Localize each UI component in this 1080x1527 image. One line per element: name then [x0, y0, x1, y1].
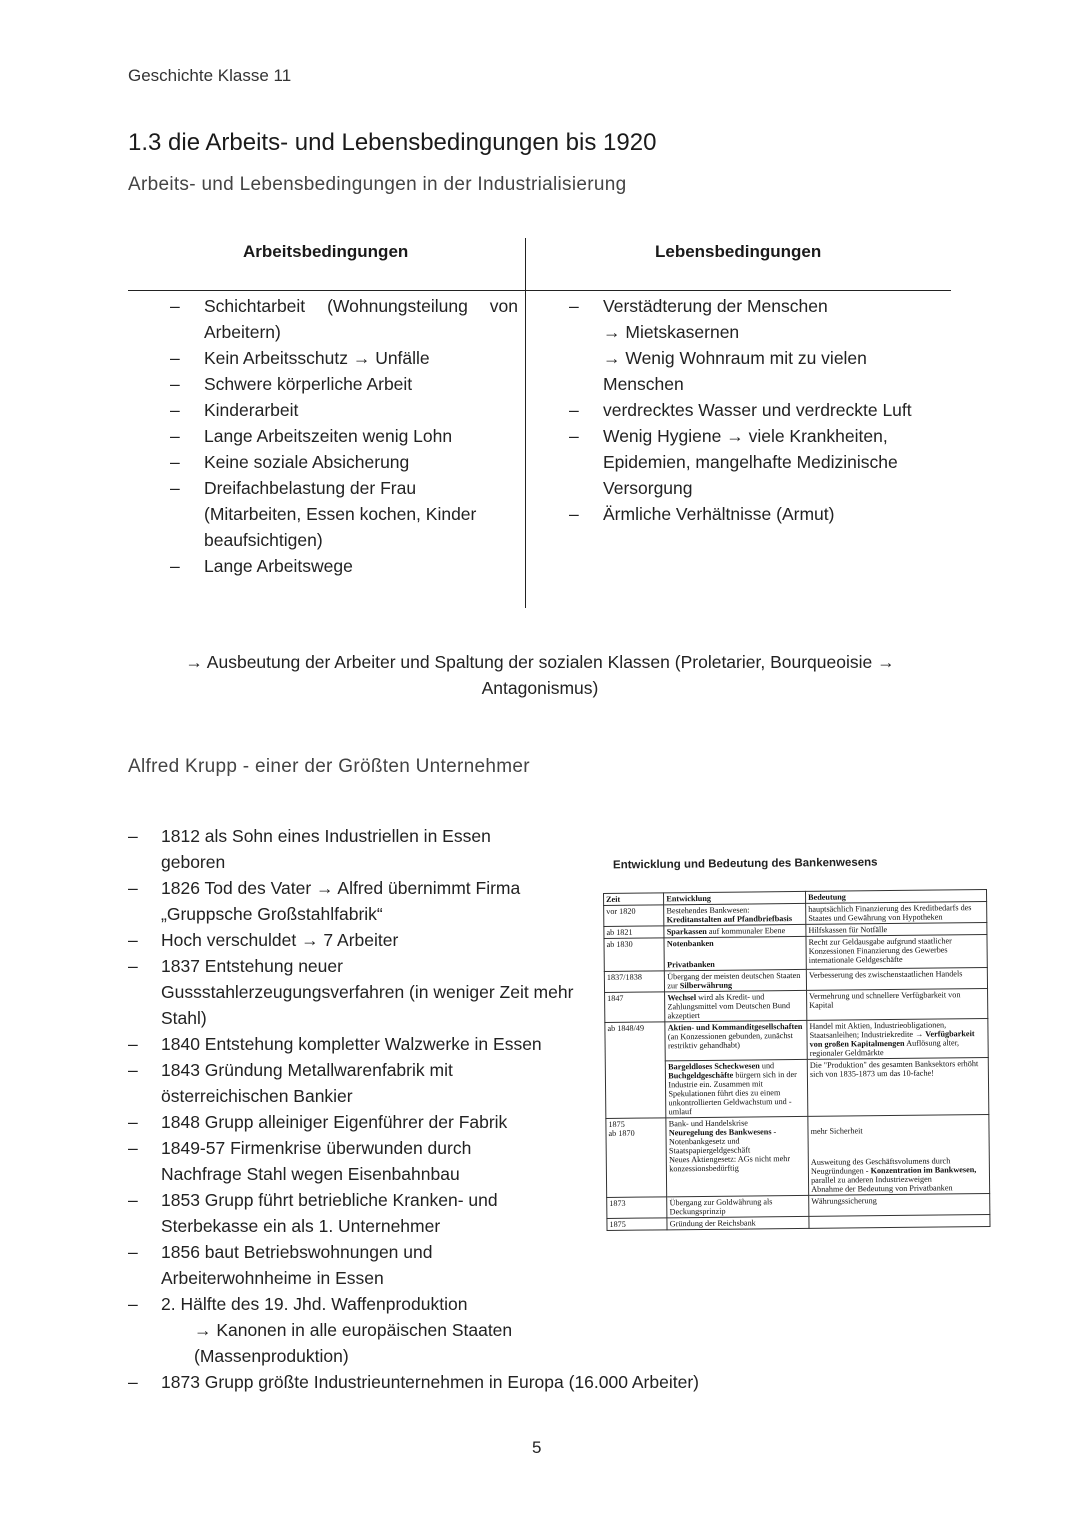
list-item: – verdrecktes Wasser und verdreckte Luft [569, 397, 929, 423]
work-heading: Arbeitsbedingungen [243, 242, 409, 261]
bank-table-title: Entwicklung und Bedeutung des Bankenwesens [612, 856, 878, 872]
table-divider-vertical [525, 238, 526, 608]
table-cell: Übergang zur Goldwährung als Deckungsprinzip [667, 1195, 809, 1217]
table-header-cell: Bedeutung [806, 889, 987, 903]
table-divider-horizontal [128, 290, 951, 291]
table-header-cell: Zeit [604, 893, 664, 906]
list-item: – 1873 Grupp größte Industrieunternehmen in Europa (16.000 Arbeiter) [128, 1369, 781, 1395]
header-subject: Geschichte Klasse 11 [128, 66, 292, 85]
table-cell: ab 1821 [604, 926, 664, 939]
list-item: – 1826 Tod des Vater → Alfred übernimmt Firma „Gruppsche Großstahlfabrik“ [128, 875, 591, 927]
table-cell: Sparkassen auf kommunaler Ebene [664, 924, 806, 937]
list-item: – Verstädterung der Menschen [569, 293, 929, 319]
list-item: – Ärmliche Verhältnisse (Armut) [569, 501, 929, 527]
list-item: – Lange Arbeitszeiten wenig Lohn [170, 423, 518, 449]
conditions-table [128, 238, 951, 608]
table-cell: Übergang der meisten deutschen Staaten zur Silberwährung [665, 969, 807, 991]
list-item: – 1812 als Sohn eines Industriellen in Essen geboren [128, 823, 511, 875]
table-cell: 1875 [607, 1218, 667, 1231]
section-title: 1.3 die Arbeits- und Lebensbedingungen bis 1920 [128, 129, 657, 156]
table-cell: Wechsel wird als Kredit- und Zahlungsmittel vom Deutschen Bund akzeptiert [665, 990, 807, 1021]
life-heading: Lebensbedingungen [655, 242, 822, 261]
life-list [569, 293, 929, 527]
table-cell: 1847 [605, 992, 666, 1023]
list-item: – Schichtarbeit (Wohnungsteilung von Arbeitern) [170, 293, 518, 345]
table-cell: 1837/1838 [604, 971, 665, 993]
list-item: – Schwere körperliche Arbeit [170, 371, 518, 397]
table-header-cell: Entwicklung [664, 891, 806, 904]
bank-table [603, 889, 991, 1231]
list-item: – Wenig Hygiene → viele Krankheiten, Epidemien, mangelhafte Medizinische Versorgung [569, 423, 929, 501]
table-cell: ab 1830 [604, 938, 665, 972]
list-item: – 1848 Grupp alleiniger Eigenführer der Fabrik [128, 1109, 748, 1135]
table-cell: vor 1820 [604, 905, 665, 927]
table-cell [809, 1214, 990, 1228]
table-cell: Recht zur Geldausgabe aufgrund staatlicher Konzessionen Finanzierung des Gewerbes internationale Geldgeschäfte [806, 934, 987, 969]
table-cell: 1875 ab 1870 [606, 1118, 667, 1198]
table-cell: Aktien- und Kommanditgesellschaften (an Konzessionen gebunden, zunächst restriktiv gehandhabt) [665, 1020, 807, 1060]
list-item: – Dreifachbelastung der Frau (Mitarbeiten, Essen kochen, Kinder beaufsichtigen) [170, 475, 518, 553]
table-cell: Vermehrung und schnellere Verfügbarkeit von Kapital [807, 988, 988, 1020]
table-cell: hauptsächlich Finanzierung des Kreditbedarfs des Staates und Gewährung von Hypotheken [806, 901, 987, 924]
list-item: – Hoch verschuldet → 7 Arbeiter [128, 927, 748, 953]
table-cell: Bestehendes Bankwesen: Kreditanstalten auf Pfandbriefbasis [664, 903, 806, 925]
section-subtitle: Arbeits- und Lebensbedingungen in der Industrialisierung [128, 174, 627, 195]
summary-text: → Ausbeutung der Arbeiter und Spaltung der sozialen Klassen (Proletarier, Bourqueoisie → Antagonismus) [185, 652, 895, 698]
list-item: – Keine soziale Absicherung [170, 449, 518, 475]
krupp-heading: Alfred Krupp - einer der Größten Unternehmer [128, 756, 530, 777]
list-subitem: → Mietskasernen [603, 322, 740, 342]
list-item: – 1853 Grupp führt betriebliche Kranken- und Sterbekasse ein als 1. Unternehmer [128, 1187, 561, 1239]
table-cell: Bank- und Handelskrise Neuregelung des Bankwesens - Notenbankgesetz und Staatspapiergeldgeschäft Neues Aktiengesetz: AGs nicht mehr konzessionsbedürftig [666, 1116, 809, 1196]
table-cell: Währungssicherung [809, 1193, 990, 1216]
list-subitem: → Kanonen in alle europäischen Staaten (Massenproduktion) [194, 1320, 513, 1366]
list-item: – Kein Arbeitsschutz → Unfälle [170, 345, 518, 371]
list-item: – 1849-57 Firmenkrise überwunden durch Nachfrage Stahl wegen Eisenbahnbau [128, 1135, 551, 1187]
table-cell: Bargeldloses Scheckwesen und Buchgeldgeschäfte bürgern sich in der Industrie ein. Zusammen mit Spekulationen führt dies zu einem unkontrollierten Geldwachstum und -umlauf [666, 1059, 808, 1117]
bank-table-image [603, 889, 997, 1231]
work-list [170, 293, 518, 579]
list-item: – 2. Hälfte des 19. Jhd. Waffenproduktion [128, 1291, 748, 1317]
list-item: – 1837 Entstehung neuer Gussstahlerzeugungsverfahren (in weniger Zeit mehr Stahl) [128, 953, 581, 1031]
table-cell: Notenbanken Privatbanken [664, 936, 806, 970]
list-item: – 1856 baut Betriebswohnungen und Arbeiterwohnheime in Essen [128, 1239, 491, 1291]
list-item: – Lange Arbeitswege [170, 553, 518, 579]
table-cell: ab 1848/49 [605, 1022, 666, 1119]
table-cell: Verbesserung des zwischenstaatlichen Handels [806, 967, 987, 990]
page-number: 5 [532, 1438, 542, 1457]
table-cell: Gründung der Reichsbank [667, 1216, 809, 1229]
list-item: – Kinderarbeit [170, 397, 518, 423]
table-cell: mehr Sicherheit Ausweitung des Geschäftsvolumens durch Neugründungen - Konzentration im Bankwesen, parallel zu anderen Industriezweigen Abnahme der Bedeutung von Privatbanken [808, 1114, 990, 1195]
list-subitem: → Wenig Wohnraum mit zu vielen Menschen [603, 348, 867, 394]
table-cell: Die "Produktion" des gesamten Banksektors erhöht sich von 1835-1873 um das 10-fache! [807, 1057, 989, 1116]
list-item: – 1840 Entstehung kompletter Walzwerke in Essen [128, 1031, 561, 1057]
table-cell: Handel mit Aktien, Industrieobligationen, Staatsanleihen; Industriekredite → Verfügbarkeit von großen Kapitalmengen Auflösung alter, regionaler Geldmärkte [807, 1018, 988, 1059]
table-cell: 1873 [607, 1197, 668, 1219]
list-item: – 1843 Gründung Metallwarenfabrik mit österreichischen Bankier [128, 1057, 531, 1109]
table-cell: Hilfskassen für Notfälle [806, 922, 987, 936]
